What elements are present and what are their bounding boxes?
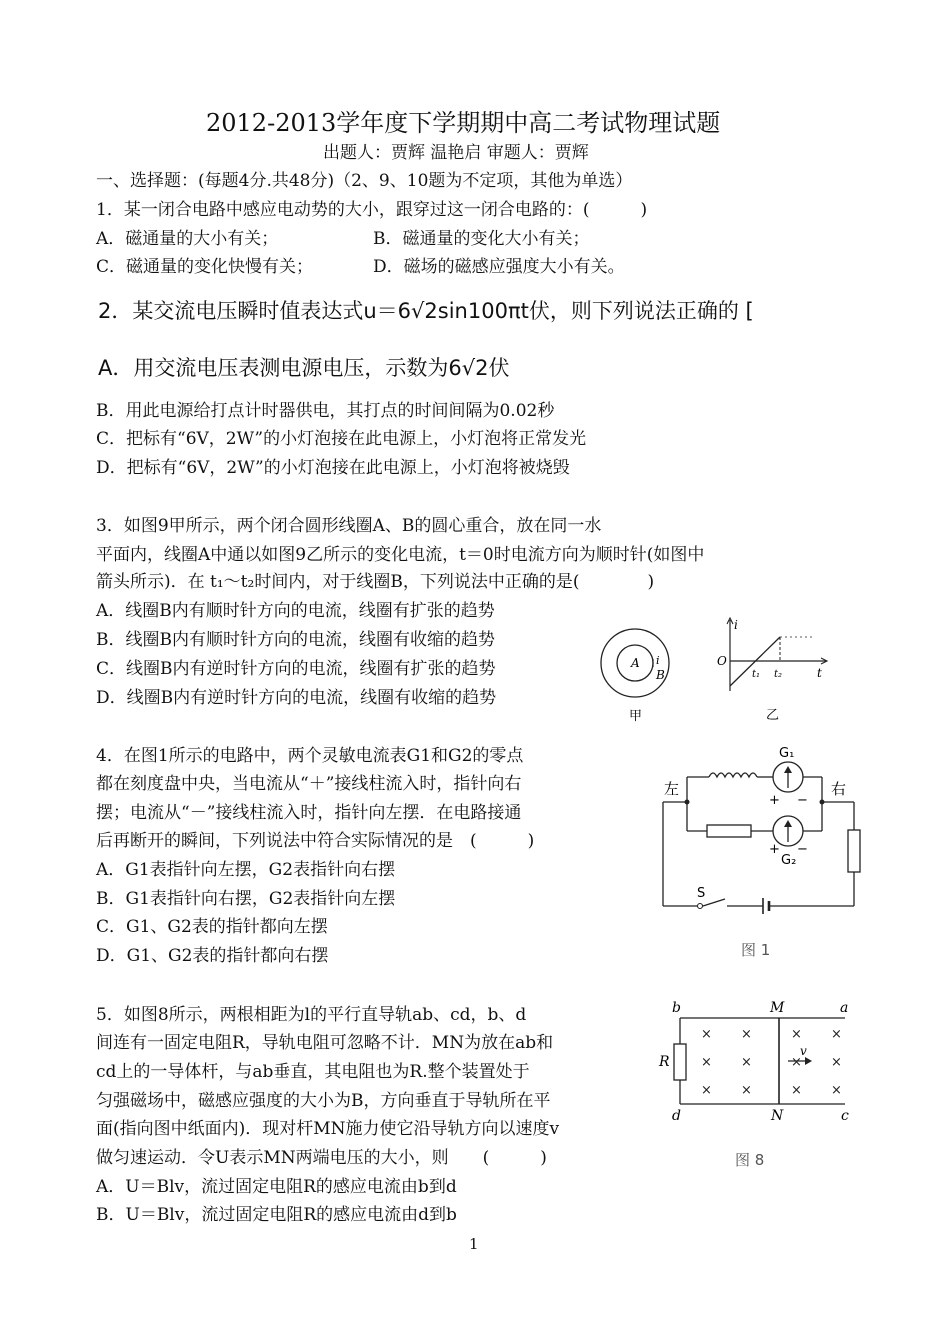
- svg-text:×: ×: [831, 1027, 842, 1042]
- q4-option-a: A．G1表指针向左摆，G2表指针向右摆: [96, 860, 396, 880]
- velocity-arrowhead: [805, 1057, 812, 1065]
- figure-9b-graph: [712, 615, 842, 725]
- q3-option-a: A．线圈B内有顺时针方向的电流，线圈有扩张的趋势: [96, 601, 495, 621]
- g1-needle: [784, 766, 792, 773]
- q4-option-d: D．G1、G2表的指针都向右摆: [96, 946, 329, 966]
- q2-option-a: A．用交流电压表测电源电压，示数为6√2伏: [98, 356, 510, 380]
- label-v: v: [800, 1044, 807, 1058]
- resistor-branch: [707, 825, 751, 837]
- q5-option-b: B．U＝Blv，流过固定电阻R的感应电流由d到b: [96, 1205, 457, 1225]
- section-heading: 一、选择题：(每题4分.共48分)（2、9、10题为不定项，其他为单选）: [96, 171, 633, 191]
- q5-stem-line3: cd上的一导体杆，与ab垂直，其电阻也为R.整个装置处于: [96, 1062, 530, 1082]
- q2-stem: 2．某交流电压瞬时值表达式u＝6√2sin100πt伏，则下列说法正确的 [: [98, 299, 754, 323]
- authors-line: 出题人：贾辉 温艳启 审题人：贾辉: [323, 143, 589, 163]
- g2-minus: −: [797, 842, 808, 857]
- svg-text:×: ×: [741, 1027, 752, 1042]
- q1-option-a: A．磁通量的大小有关；: [96, 229, 279, 249]
- q2-option-b: B．用此电源给打点计时器供电，其打点的时间间隔为0.02秒: [96, 401, 555, 421]
- switch-pivot: [698, 904, 703, 909]
- figure-1-caption: 图 1: [741, 941, 771, 959]
- q2-option-c: C．把标有“6V，2W”的小灯泡接在此电源上，小灯泡将正常发光: [96, 429, 587, 449]
- label-c: c: [841, 1108, 849, 1124]
- q3-option-b: B．线圈B内有顺时针方向的电流，线圈有收缩的趋势: [96, 630, 495, 650]
- svg-text:×: ×: [701, 1055, 712, 1070]
- q3-stem-line3: 箭头所示)．在 t₁～t₂时间内，对于线圈B，下列说法中正确的是( ): [96, 572, 655, 592]
- q3-option-c: C．线圈B内有逆时针方向的电流，线圈有扩张的趋势: [96, 659, 496, 679]
- label-g2: G₂: [781, 853, 797, 868]
- coil-a-label: A: [631, 656, 640, 670]
- svg-text:×: ×: [791, 1055, 802, 1070]
- q4-stem-line3: 摆；电流从“－”接线柱流入时，指针向左摆．在电路接通: [96, 803, 522, 823]
- label-right: 右: [831, 780, 847, 798]
- svg-text:×: ×: [701, 1027, 712, 1042]
- svg-text:×: ×: [791, 1027, 802, 1042]
- origin-label: O: [717, 654, 727, 668]
- label-b: b: [672, 1000, 681, 1016]
- q3-option-d: D．线圈B内有逆时针方向的电流，线圈有收缩的趋势: [96, 688, 497, 708]
- q5-stem-line5: 面(指向图中纸面内)．现对杆MN施力使它沿导轨方向以速度v: [96, 1119, 560, 1139]
- field-marks: [701, 1027, 842, 1098]
- q1-option-d: D．磁场的磁感应强度大小有关。: [373, 257, 625, 277]
- svg-text:×: ×: [831, 1083, 842, 1098]
- q3-stem-line2: 平面内，线圈A中通以如图9乙所示的变化电流，t＝0时电流方向为顺时针(如图中: [96, 545, 705, 565]
- load-resistor: [848, 830, 860, 872]
- t2-label: t₂: [774, 669, 783, 680]
- label-d: d: [672, 1108, 681, 1124]
- figure-8-caption: 图 8: [735, 1151, 765, 1169]
- q2-option-d: D．把标有“6V，2W”的小灯泡接在此电源上，小灯泡将被烧毁: [96, 458, 570, 478]
- g1-minus: −: [797, 793, 808, 808]
- svg-text:×: ×: [791, 1083, 802, 1098]
- q4-stem-line2: 都在刻度盘中央，当电流从“＋”接线柱流入时，指针向右: [96, 774, 522, 794]
- page-title: 2012-2013学年度下学期期中高二考试物理试题: [206, 109, 721, 137]
- q4-option-c: C．G1、G2表的指针都向左摆: [96, 917, 328, 937]
- svg-text:×: ×: [741, 1055, 752, 1070]
- g2-needle: [784, 820, 792, 827]
- figure-9a-coils: [598, 625, 678, 725]
- figure-8-rails: [655, 998, 860, 1173]
- x-axis-label: t: [817, 666, 822, 680]
- q5-stem-line6: 做匀速运动．令U表示MN两端电压的大小，则 ( ): [96, 1148, 547, 1168]
- t1-label: t₁: [752, 669, 761, 680]
- q4-stem-line1: 4．在图1所示的电路中，两个灵敏电流表G1和G2的零点: [96, 746, 524, 766]
- resistor-r: [674, 1044, 686, 1080]
- svg-text:×: ×: [741, 1083, 752, 1098]
- g1-plus: +: [769, 793, 780, 808]
- q1-stem: 1．某一闭合电路中感应电动势的大小，跟穿过这一闭合电路的：( ): [96, 200, 648, 220]
- junction-left: [685, 800, 690, 805]
- svg-text:×: ×: [701, 1083, 712, 1098]
- label-left: 左: [664, 780, 680, 798]
- label-m: M: [770, 1000, 785, 1016]
- inductor-coil: [709, 773, 757, 777]
- figure-9b-caption: 乙: [766, 708, 780, 723]
- label-g1: G₁: [779, 746, 795, 761]
- current-label: i: [656, 654, 660, 667]
- switch-blade: [703, 899, 725, 906]
- g2-plus: +: [769, 842, 780, 857]
- q4-option-b: B．G1表指针向右摆，G2表指针向左摆: [96, 889, 396, 909]
- page-number: 1: [469, 1235, 479, 1253]
- q5-stem-line2: 间连有一固定电阻R，导轨电阻可忽略不计．MN为放在ab和: [96, 1033, 554, 1053]
- junction-right: [820, 800, 825, 805]
- q5-option-a: A．U＝Blv，流过固定电阻R的感应电流由b到d: [96, 1177, 457, 1197]
- label-a: a: [840, 1000, 849, 1016]
- q1-option-c: C．磁通量的变化快慢有关；: [96, 257, 314, 277]
- q5-stem-line4: 匀强磁场中，磁感应强度的大小为B，方向垂直于导轨所在平: [96, 1091, 551, 1111]
- svg-text:×: ×: [831, 1055, 842, 1070]
- coil-b-label: B: [656, 668, 665, 682]
- label-r: R: [659, 1054, 670, 1070]
- q4-stem-line4: 后再断开的瞬间，下列说法中符合实际情况的是 ( ): [96, 831, 535, 851]
- q5-stem-line1: 5．如图8所示，两根相距为l的平行直导轨ab、cd，b、d: [96, 1005, 527, 1025]
- q1-option-b: B．磁通量的变化大小有关；: [373, 229, 590, 249]
- y-axis-label: i: [734, 618, 738, 632]
- label-switch: S: [697, 886, 706, 901]
- q3-stem-line1: 3．如图9甲所示，两个闭合圆形线圈A、B的圆心重合，放在同一水: [96, 516, 602, 536]
- figure-1-circuit: [655, 740, 865, 965]
- label-n: N: [771, 1108, 784, 1124]
- figure-9a-caption: 甲: [629, 709, 643, 724]
